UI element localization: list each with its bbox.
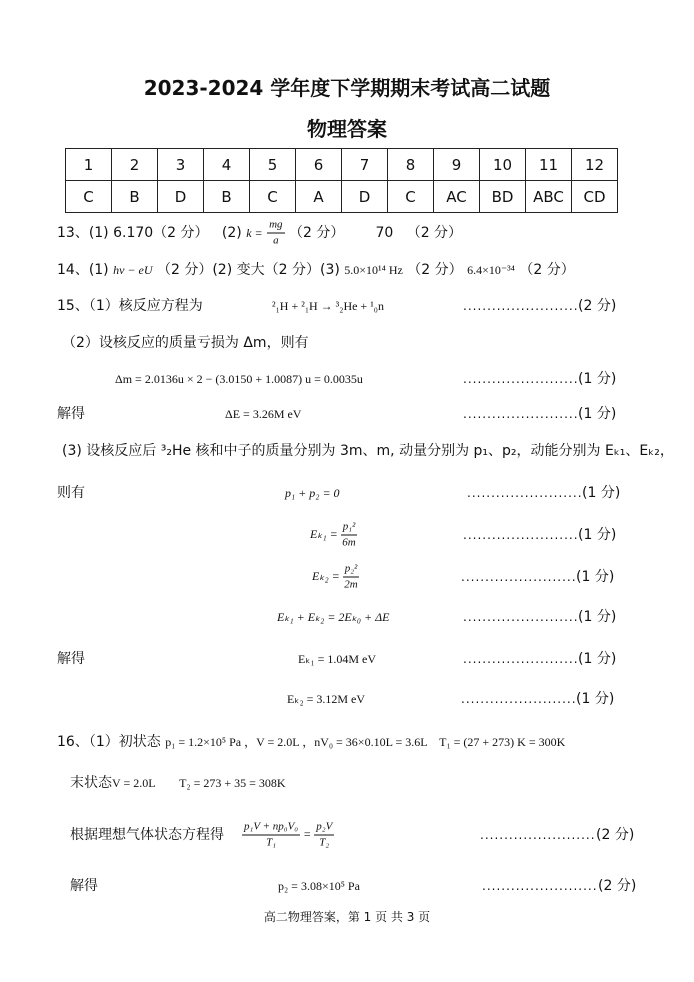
- question-number-cell: 2: [112, 149, 158, 181]
- denominator: 6m: [342, 536, 356, 549]
- score: (1 分): [576, 691, 615, 707]
- mass-defect-equation: Δm = 2.0136u × 2 − (3.0150 + 1.0087) u = 0.0035u: [115, 372, 363, 386]
- denominator: 2m: [344, 578, 358, 591]
- answer-cell: D: [158, 181, 204, 213]
- equals: =: [303, 826, 312, 841]
- question-number-cell: 5: [250, 149, 296, 181]
- answer-cell: C: [388, 181, 434, 213]
- numerator: p₁²: [341, 520, 358, 536]
- dot-leader: ........................: [463, 299, 579, 313]
- numerator: p₂²: [343, 562, 360, 578]
- answer-cell: B: [112, 181, 158, 213]
- ek2-result: Eₖ₂ = 3.12M eV: [287, 692, 366, 706]
- q15-part3-label: (3) 设核反应后 ³₂He 核和中子的质量分别为 3m、m, 动量分别为 p₁、p₂，动能分别为 Eₖ₁、Eₖ₂，: [62, 443, 674, 459]
- question-number-row: [66, 149, 618, 181]
- question-number-cell: 11: [526, 149, 572, 181]
- dot-leader: ........................: [463, 528, 579, 542]
- q13-score3: （2 分）: [406, 225, 463, 241]
- answer-cell: C: [250, 181, 296, 213]
- q14-formula2: 5.0×10¹⁴ Hz: [344, 263, 403, 277]
- question-number-cell: 12: [572, 149, 618, 181]
- answer-cell: AC: [434, 181, 480, 213]
- solve-label: 解得: [57, 651, 85, 667]
- question-number-cell: 3: [158, 149, 204, 181]
- q14-label: 14、(1): [57, 262, 109, 278]
- solve-label: 解得: [57, 406, 85, 422]
- question-number-cell: 8: [388, 149, 434, 181]
- denominator: T₂: [319, 836, 330, 849]
- final-state-line: [70, 774, 286, 792]
- denominator: a: [273, 234, 279, 247]
- numerator: mg: [267, 218, 284, 234]
- q13-part3: 70: [375, 225, 394, 241]
- ek1-result: Eₖ₁ = 1.04M eV: [298, 652, 377, 666]
- dot-leader: ........................: [482, 879, 598, 893]
- q14-score4: （2 分）: [519, 262, 575, 278]
- page-footer: 高二物理答案，第 1 页 共 3 页: [263, 910, 431, 924]
- dot-leader: ........................: [463, 652, 579, 666]
- answer-cell: BD: [480, 181, 526, 213]
- q13-part1: 13、(1) 6.170（2 分）: [57, 225, 209, 241]
- score: (1 分): [582, 485, 621, 501]
- choice-answer-table: [65, 148, 618, 213]
- question-number-cell: 10: [480, 149, 526, 181]
- ek1-equation: [310, 520, 357, 551]
- q13-part2-label: (2): [221, 225, 242, 241]
- initial-state-formula: p₁ = 1.2×10⁵ Pa ，V = 2.0L ，nV₀ = 36×0.10L = 3.6L T₁ = (27 + 273) K = 300K: [165, 735, 566, 749]
- dot-leader: ........................: [463, 610, 579, 624]
- score: (1 分): [576, 569, 615, 585]
- q14-score3: （2 分）: [407, 262, 463, 278]
- answer-cell: A: [296, 181, 342, 213]
- dot-leader: ........................: [467, 486, 583, 500]
- question-number-cell: 4: [204, 149, 250, 181]
- q14-formula3: 6.4×10⁻³⁴: [467, 263, 515, 277]
- dot-leader: ........................: [463, 372, 579, 386]
- question-number-cell: 7: [342, 149, 388, 181]
- answer-cell: CD: [572, 181, 618, 213]
- ek2-equation: [312, 562, 359, 593]
- answer-cell: C: [66, 181, 112, 213]
- dot-leader: ........................: [461, 570, 577, 584]
- momentum-equation: p₁ + p₂ = 0: [285, 486, 340, 500]
- q14-part2: （2 分）(2) 变大（2 分）(3): [156, 262, 340, 278]
- gas-law-label: 根据理想气体状态方程得: [70, 827, 224, 843]
- q16-label: 16、（1）初状态: [57, 734, 161, 750]
- score: (1 分): [578, 527, 617, 543]
- question-number-cell: 9: [434, 149, 480, 181]
- score: (1 分): [578, 371, 617, 387]
- score: (2 分): [596, 827, 635, 843]
- question-number-cell: 6: [296, 149, 342, 181]
- numerator: p₁V + np₀V₀: [242, 820, 300, 836]
- q14-line: [57, 261, 575, 279]
- page-subtitle: 物理答案: [307, 117, 387, 141]
- q14-formula1: hν − eU: [113, 263, 153, 277]
- q15-part2-label: （2）设核反应的质量亏损为 Δm，则有: [62, 335, 309, 351]
- gas-law-equation: [242, 820, 334, 851]
- p2-result: p₂ = 3.08×10⁵ Pa: [278, 879, 360, 893]
- q13-formula-lhs: k =: [246, 226, 263, 240]
- dot-leader: ........................: [463, 407, 579, 421]
- score: (1 分): [578, 609, 617, 625]
- energy-conservation-equation: Eₖ₁ + Eₖ₂ = 2Eₖ₀ + ΔE: [277, 610, 390, 624]
- q15-part1-label: 15、（1）核反应方程为: [57, 298, 203, 314]
- energy-equation: ΔE = 3.26M eV: [225, 407, 302, 421]
- lhs: Eₖ₁ =: [310, 526, 338, 541]
- denominator: T₁: [266, 836, 277, 849]
- score: (1 分): [578, 651, 617, 667]
- answer-cell: D: [342, 181, 388, 213]
- q13-score: （2 分）: [289, 225, 345, 241]
- then-label: 则有: [57, 485, 85, 501]
- score: (1 分): [578, 406, 617, 422]
- lhs: Eₖ₂ =: [312, 568, 340, 583]
- numerator: p₂V: [314, 820, 334, 836]
- q13-line: [57, 218, 462, 249]
- q16-part1-line: [57, 733, 565, 751]
- answer-cell: B: [204, 181, 250, 213]
- solve-label: 解得: [70, 878, 98, 894]
- dot-leader: ........................: [480, 828, 596, 842]
- dot-leader: ........................: [461, 692, 577, 706]
- score: (2 分): [578, 298, 617, 314]
- answer-cell: ABC: [526, 181, 572, 213]
- final-state-formula: V = 2.0L T₂ = 273 + 35 = 308K: [112, 776, 286, 790]
- page-title: 2023-2024 学年度下学期期末考试高二试题: [143, 76, 551, 100]
- question-number-cell: 1: [66, 149, 112, 181]
- answer-row: [66, 181, 618, 213]
- score: (2 分): [598, 878, 637, 894]
- q15-reaction-equation: ²₁H + ²₁H → ³₂He + ¹₀n: [272, 299, 384, 313]
- q13-fraction: [267, 218, 284, 249]
- final-state-label: 末状态: [70, 775, 112, 791]
